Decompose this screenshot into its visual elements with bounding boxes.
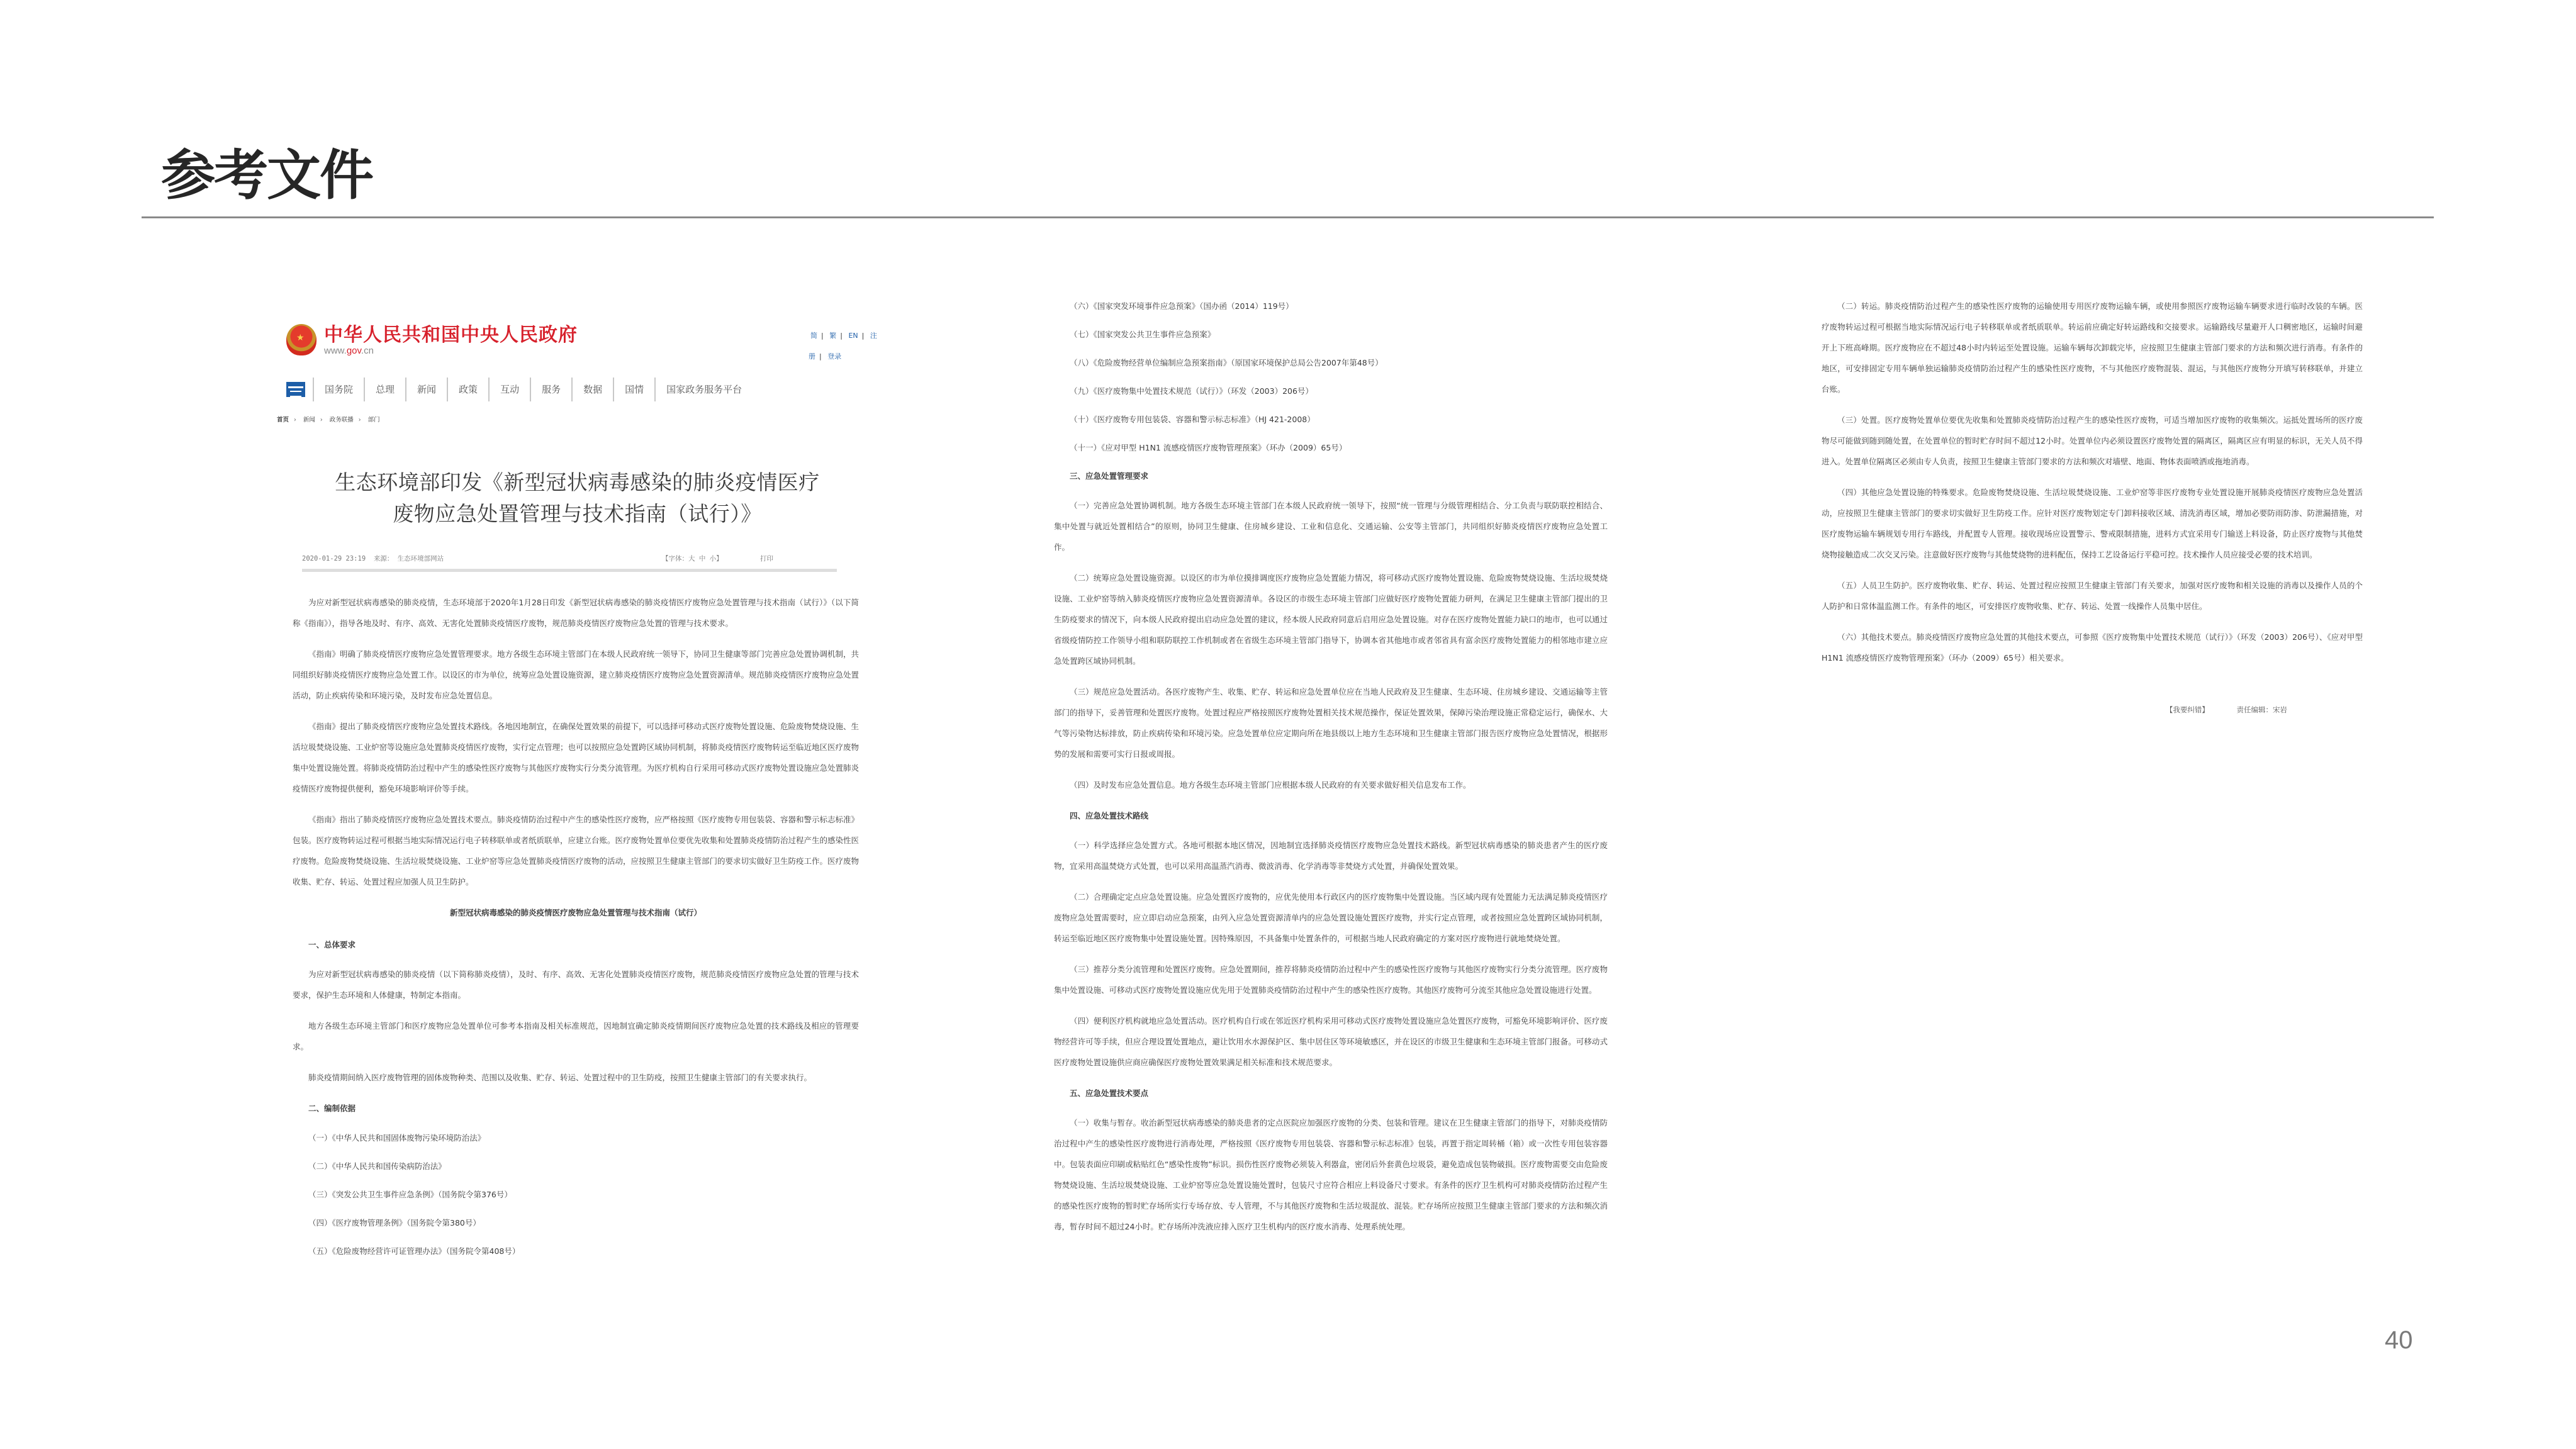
- site-name: 中华人民共和国中央人民政府: [324, 324, 578, 346]
- gov-site-header: [277, 318, 878, 361]
- body-paragraph: （三）推荐分类分流管理和处置医疗废物。应急处置期间，推荐将肺炎疫情防治过程中产生的感染性医疗废物与其他医疗废物实行分类分流管理。医疗废物集中处置设施、可移动式医疗废物处置设施应优先用于处置肺炎疫情防治过程中产生的感染性医疗废物。其他医疗废物可分流至其他应急处置设施进行处置。: [1054, 965, 1608, 995]
- body-paragraph: 为应对新型冠状病毒感染的肺炎疫情（以下简称肺炎疫情），及时、有序、高效、无害化处置肺炎疫情医疗废物，规范肺炎疫情医疗废物应急处置的管理与技术要求，保护生态环境和人体健康，特制定本指南。: [293, 970, 859, 1000]
- nav-item-services[interactable]: 服务: [530, 378, 571, 401]
- body-paragraph: （三）处置。医疗废物处置单位要优先收集和处置肺炎疫情防治过程产生的感染性医疗废物，可适当增加医疗废物的收集频次。运抵处置场所的医疗废物尽可能做到随到随处置，在处置单位的暂时贮存时间不超过12小时。处置单位内必须设置医疗废物处置的隔离区，隔离区应有明显的标识，无关人员不得进入。处置单位隔离区必须由专人负责，按照卫生健康主管部门要求的方法和频次对墙壁、地面、物体表面喷洒或拖地消毒。: [1822, 415, 2363, 466]
- page-number: 40: [2385, 1326, 2413, 1354]
- responsible-editor: 责任编辑：宋岩: [2236, 705, 2287, 714]
- body-paragraph: （一）完善应急处置协调机制。地方各级生态环境主管部门在本级人民政府统一领导下，按照“统一管理与分级管理相结合、分工负责与联防联控相结合、集中处置与就近处置相结合”的原则，协同卫生健康、住房城乡建设、工业和信息化、交通运输、公安等主管部门，共同组织好肺炎疫情医疗废物应急处置工作。: [1054, 501, 1608, 552]
- section-heading: 二、编制依据: [308, 1104, 356, 1113]
- basis-list-item: （三）《突发公共卫生事件应急条例》（国务院令第376号）: [308, 1190, 512, 1199]
- nav-item-interaction[interactable]: 互动: [488, 378, 530, 401]
- article-body-part-2: [1038, 296, 1627, 1237]
- lang-link-simplified[interactable]: 简: [810, 332, 817, 340]
- body-paragraph: 地方各级生态环境主管部门和医疗废物应急处置单位可参考本指南及相关标准规范，因地制宜确定肺炎疫情期间医疗废物应急处置的技术路线及相应的管理要求。: [293, 1021, 859, 1051]
- national-emblem-icon: [286, 324, 316, 355]
- nav-item-premier[interactable]: 总理: [364, 378, 405, 401]
- breadcrumb: [277, 410, 878, 430]
- document-page-2: [1038, 296, 1627, 1247]
- building-home-icon[interactable]: [286, 382, 305, 397]
- body-paragraph: （五）人员卫生防护。医疗废物收集、贮存、转运、处置过程应按照卫生健康主管部门有关要求，加强对医疗废物和相关设施的消毒以及操作人员的个人防护和日常体温监测工作。有条件的地区，可安排医疗废物收集、贮存、转运、处置一线操作人员集中居住。: [1822, 581, 2363, 611]
- article-body-part-1: [277, 592, 878, 1262]
- intro-paragraph: 《指南》明确了肺炎疫情医疗废物应急处置管理要求。地方各级生态环境主管部门在本级人民政府统一领导下，协同卫生健康等部门完善应急处置协调机制，共同组织好肺炎疫情医疗废物应急处置工作。以设区的市为单位，统筹应急处置设施资源，建立肺炎疫情医疗废物应急处置资源清单。规范肺炎疫情医疗废物应急处置活动，防止疾病传染和环境污染，及时发布应急处置信息。: [293, 649, 860, 700]
- basis-list-item: （十）《医疗废物专用包装袋、容器和警示标志标准》（HJ 421-2008）: [1070, 415, 1315, 424]
- lang-link-english[interactable]: EN: [848, 332, 858, 340]
- font-size-selector[interactable]: 【字体：大 中 小】: [662, 555, 723, 562]
- guide-title: 新型冠状病毒感染的肺炎疫情医疗废物应急处置管理与技术指南（试行）: [449, 908, 702, 917]
- nav-item-data[interactable]: 数据: [571, 378, 613, 401]
- document-page-1: [277, 318, 878, 1269]
- chevron-right-icon: ›: [358, 417, 361, 423]
- publish-datetime: 2020-01-29 23:19: [302, 555, 366, 562]
- chevron-right-icon: ›: [320, 417, 323, 423]
- basis-list-item: （四）《医疗废物管理条例》（国务院令第380号）: [308, 1218, 481, 1228]
- intro-paragraph: 为应对新型冠状病毒感染的肺炎疫情，生态环境部于2020年1月28日印发《新型冠状病毒感染的肺炎疫情医疗废物应急处置管理与技术指南（试行）》（以下简称《指南》），指导各地及时、有序、高效、无害化处置肺炎疫情医疗废物，规范肺炎疫情医疗废物应急处置的管理与技术要求。: [293, 598, 859, 628]
- chevron-right-icon: ›: [294, 417, 296, 423]
- nav-item-news[interactable]: 新闻: [405, 378, 447, 401]
- body-paragraph: （二）转运。肺炎疫情防治过程产生的感染性医疗废物的运输使用专用医疗废物运输车辆，或使用参照医疗废物运输车辆要求进行临时改装的车辆。医疗废物转运过程可根据当地实际情况运行电子转移联单或者纸质联单。转运前应确定好转运路线和交接要求。运输路线尽量避开人口稠密地区，运输时间避开上下班高峰期。医疗废物应在不超过48小时内转运至处置设施。运输车辆每次卸载完毕，应按照卫生健康主管部门要求的方法和频次进行消毒。有条件的地区，可安排固定专用车辆单独运输肺炎疫情防治过程产生的感染性医疗废物，不与其他医疗废物混装、混运，与其他医疗废物分开填写转移联单，并建立台账。: [1822, 301, 2363, 394]
- basis-list-item: （七）《国家突发公共卫生事件应急预案》: [1070, 330, 1216, 339]
- section-heading: 四、应急处置技术路线: [1070, 811, 1149, 820]
- article-source: 来源： 生态环境部网站: [373, 555, 444, 562]
- article-footer: [1822, 700, 2363, 720]
- body-paragraph: （六）其他技术要点。肺炎疫情医疗废物应急处置的其他技术要点，可参照《医疗废物集中处置技术规范（试行）》（环发（2003）206号）、《应对甲型 H1N1 流感疫情医疗废物管理预案》（环办（2009）65号）相关要求。: [1822, 632, 2363, 663]
- print-link[interactable]: 打印: [760, 555, 773, 562]
- lang-link-traditional[interactable]: 繁: [829, 332, 837, 340]
- breadcrumb-home[interactable]: 首页: [277, 417, 289, 423]
- login-link[interactable]: 登录: [827, 352, 842, 361]
- body-paragraph: （四）其他应急处置设施的特殊要求。危险废物焚烧设施、生活垃圾焚烧设施、工业炉窑等非医疗废物专业处置设施开展肺炎疫情医疗废物应急处置活动，应按照卫生健康主管部门的要求切实做好卫生防疫工作。应针对医疗废物划定专门卸料接收区域、清洗消毒区域，增加必要防雨防渗、防泄漏措施，对医疗废物运输车辆规划专用行车路线，并配置专人管理。接收现场应设置警示、警戒限制措施，进料方式宜采用专门输送上料设备，防止医疗废物与其他焚烧物接触造成二次交叉污染。注意做好医疗废物与其他焚烧物的进料配伍，保持工艺设备运行平稳可控。技术操作人员应接受必要的技术培训。: [1822, 488, 2363, 559]
- body-paragraph: （二）统筹应急处置设施资源。以设区的市为单位摸排调度医疗废物应急处置能力情况，将可移动式医疗废物处置设施、危险废物焚烧设施、生活垃圾焚烧设施、工业炉窑等纳入肺炎疫情医疗废物应急处置资源清单。各设区的市级生态环境主管部门应做好医疗废物处置能力研判，在满足卫生健康主管部门提出的卫生防疫要求的情况下，向本级人民政府提出启动应急处置的建议，经本级人民政府同意后启用应急处置设施。对存在医疗废物处置能力缺口的地市，也可以通过省级疫情防控工作领导小组和联防联控工作机制或者在省级生态环境主管部门指导下，协调本省其他地市或者邻省具有富余医疗废物处置能力的相邻地市建立应急处置跨区域协同机制。: [1054, 573, 1608, 666]
- section-heading: 五、应急处置技术要点: [1070, 1088, 1149, 1098]
- nav-item-state-council[interactable]: 国务院: [313, 378, 364, 401]
- basis-list-item: （八）《危险废物经营单位编制应急预案指南》（原国家环境保护总局公告2007年第48号）: [1070, 358, 1383, 367]
- basis-list-item: （五）《危险废物经营许可证管理办法》（国务院令第408号）: [308, 1246, 520, 1256]
- body-paragraph: （一）科学选择应急处置方式。各地可根据本地区情况，因地制宜选择肺炎疫情医疗废物应急处置技术路线。新型冠状病毒感染的肺炎患者产生的医疗废物，宜采用高温焚烧方式处置，也可以采用高温蒸汽消毒、微波消毒、化学消毒等非焚烧方式处置，并确保处置效果。: [1054, 841, 1608, 871]
- basis-list-item: （十一）《应对甲型 H1N1 流感疫情医疗废物管理预案》（环办（2009）65号）: [1070, 443, 1347, 452]
- body-paragraph: 肺炎疫情期间纳入医疗废物管理的固体废物种类、范围以及收集、贮存、转运、处置过程中的卫生防疫，按照卫生健康主管部门的有关要求执行。: [308, 1073, 812, 1082]
- slide-title: 参考文件: [161, 144, 372, 207]
- body-paragraph: （一）收集与暂存。收治新型冠状病毒感染的肺炎患者的定点医院应加强医疗废物的分类、包装和管理。建议在卫生健康主管部门的指导下，对肺炎疫情防治过程中产生的感染性医疗废物进行消毒处理，严格按照《医疗废物专用包装袋、容器和警示标志标准》包装，再置于指定周转桶（箱）或一次性专用包装容器中。包装表面应印刷或粘贴红色“感染性废物”标识。损伤性医疗废物必须装入利器盒，密闭后外套黄色垃圾袋，避免造成包装物破损。医疗废物需要交由危险废物焚烧设施、生活垃圾焚烧设施、工业炉窑等应急处置设施处置时，包装尺寸应符合相应上料设备尺寸要求。有条件的医疗卫生机构可对肺炎疫情防治过程产生的感染性医疗废物的暂时贮存场所实行专场存放、专人管理，不与其他医疗废物和生活垃圾混放、混装。贮存场所应按照卫生健康主管部门要求的方法和频次消毒，暂存时间不超过24小时。贮存场所冲洗液应排入医疗卫生机构内的医疗废水消毒、处理系统处理。: [1054, 1118, 1608, 1231]
- breadcrumb-gov-broadcast[interactable]: 政务联播: [329, 417, 354, 423]
- article-title: 生态环境部印发《新型冠状病毒感染的肺炎疫情医疗 废物应急处置管理与技术指南（试行）》: [335, 470, 820, 526]
- section-heading: 三、应急处置管理要求: [1070, 471, 1149, 481]
- site-url: www.gov.cn: [324, 345, 374, 356]
- intro-paragraph: 《指南》提出了肺炎疫情医疗废物应急处置技术路线。各地因地制宜，在确保处置效果的前提下，可以选择可移动式医疗废物处置设施、危险废物焚烧设施、生活垃圾焚烧设施、工业炉窑等设施应急处置肺炎疫情医疗废物，实行定点管理；也可以按照应急处置跨区域协同机制，将肺炎疫情医疗废物转运至临近地区医疗废物集中处置设施处置。将肺炎疫情防治过程中产生的感染性医疗废物与其他医疗废物实行分类分流管理。为医疗机构自行采用可移动式医疗废物处置设施应急处置肺炎疫情医疗废物提供便利，豁免环境影响评价等手续。: [293, 722, 860, 793]
- intro-paragraph: 《指南》指出了肺炎疫情医疗废物应急处置技术要点。肺炎疫情防治过程中产生的感染性医疗废物，应严格按照《医疗废物专用包装袋、容器和警示标志标准》包装。医疗废物转运过程可根据当地实际情况运行电子转移联单或者纸质联单，应建立台账。医疗废物处置单位要优先收集和处置肺炎疫情防治过程产生的感染性医疗废物。危险废物焚烧设施、生活垃圾焚烧设施、工业炉窑等应急处置肺炎疫情医疗废物的活动，应按照卫生健康主管部门的要求切实做好卫生防疫工作。医疗废物收集、贮存、转运、处置过程应加强人员卫生防护。: [293, 815, 860, 887]
- basis-list-item: （六）《国家突发环境事件应急预案》（国办函（2014）119号）: [1070, 301, 1294, 311]
- body-paragraph: （三）规范应急处置活动。各医疗废物产生、收集、贮存、转运和应急处置单位应在当地人民政府及卫生健康、生态环境、住房城乡建设、交通运输等主管部门的指导下，妥善管理和处置医疗废物。处置过程应严格按照医疗废物处置相关技术规范操作，保证处置效果，保障污染治理设施正常稳定运行，确保水、大气等污染物达标排放，防止疾病传染和环境污染。应急处置单位应定期向所在地县级以上地方生态环境和卫生健康主管部门报告医疗废物应急处置情况，根据形势的发展和需要可实行日报或周报。: [1054, 687, 1608, 759]
- nav-item-policy[interactable]: 政策: [447, 378, 488, 401]
- register-link[interactable]: 注册: [809, 332, 877, 361]
- body-paragraph: （四）及时发布应急处置信息。地方各级生态环境主管部门应根据本级人民政府的有关要求做好相关信息发布工作。: [1070, 780, 1471, 790]
- basis-list-item: （一）《中华人民共和国固体废物污染环境防治法》: [308, 1133, 486, 1143]
- basis-list-item: （二）《中华人民共和国传染病防治法》: [308, 1161, 446, 1171]
- document-page-3: [1806, 296, 2382, 720]
- body-paragraph: （二）合理确定定点应急处置设施。应急处置医疗废物的，应优先使用本行政区内的医疗废物集中处置设施。当区域内现有处置能力无法满足肺炎疫情医疗废物应急处置需要时，应立即启动应急预案，由列入应急处置资源清单内的应急处置设施处置医疗废物，并实行定点管理，或者按照应急处置跨区域协同机制，转运至临近地区医疗废物集中处置设施处置。因特殊原因，不具备集中处置条件的，可根据当地人民政府确定的方案对医疗废物进行就地焚烧处置。: [1054, 892, 1608, 943]
- title-divider: [142, 216, 2434, 218]
- section-heading: 一、总体要求: [308, 940, 356, 949]
- nav-item-national-info[interactable]: 国情: [613, 378, 654, 401]
- breadcrumb-departments[interactable]: 部门: [367, 417, 380, 423]
- nav-item-gov-service-platform[interactable]: 国家政务服务平台: [654, 378, 753, 401]
- body-paragraph: （四）便利医疗机构就地应急处置活动。医疗机构自行或在邻近医疗机构采用可移动式医疗废物处置设施应急处置医疗废物，可豁免环境影响评价、医疗废物经营许可等手续，但应合理设置处置地点，避让饮用水水源保护区、集中居住区等环境敏感区，并在设区的市级卫生健康和生态环境主管部门报备。可移动式医疗废物处置设施供应商应确保医疗废物处置效果满足相关标准和技术规范要求。: [1054, 1016, 1608, 1067]
- report-error-link[interactable]: 【我要纠错】: [2165, 705, 2209, 714]
- basis-list-item: （九）《医疗废物集中处置技术规范（试行）》（环发（2003）206号）: [1070, 386, 1313, 396]
- breadcrumb-news[interactable]: 新闻: [303, 417, 315, 423]
- article-meta: [277, 549, 878, 561]
- gov-main-nav: [277, 377, 878, 402]
- article-body-part-3: [1806, 296, 2382, 720]
- language-links: 简 | 繁 | EN | 注册 | 登录: [809, 332, 877, 361]
